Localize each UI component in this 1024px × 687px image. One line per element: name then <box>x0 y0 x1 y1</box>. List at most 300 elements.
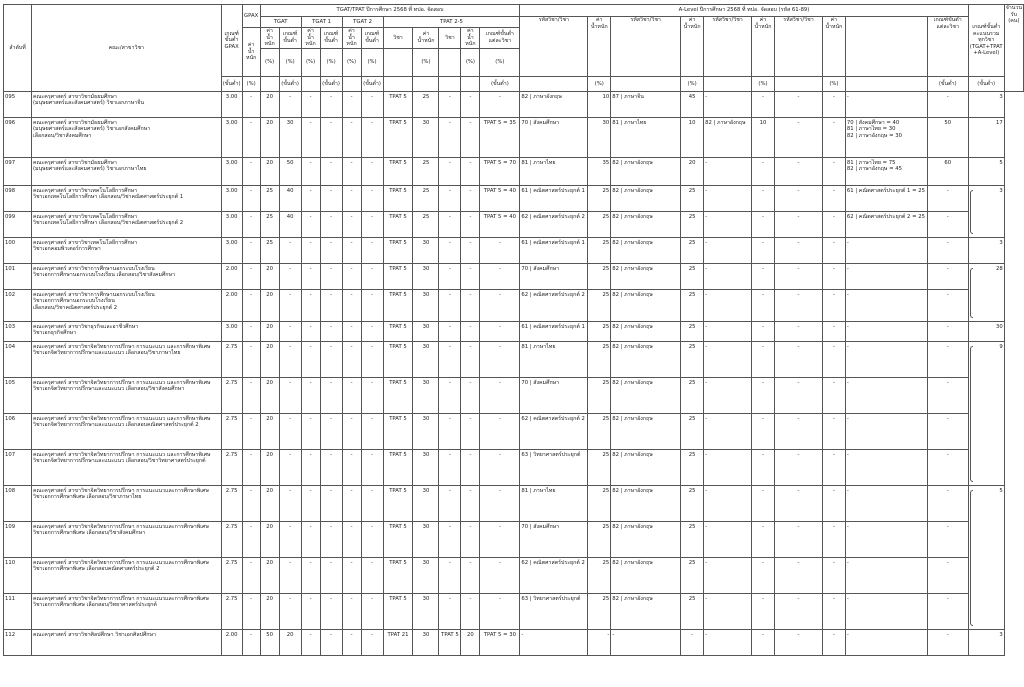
cell-t2m: - <box>361 263 383 289</box>
cell-a1w: 25 <box>588 185 611 211</box>
cell-t2m: - <box>361 521 383 557</box>
cell-tp2w: - <box>461 593 480 629</box>
cell-a4: - <box>775 557 823 593</box>
cell-a2w: 25 <box>681 321 704 341</box>
gpax-weight-cell: - <box>242 237 260 263</box>
cell-t1m: - <box>320 289 342 321</box>
cell-tpmin: TPAT 5 = 70 <box>480 157 520 185</box>
cell-tpmin: - <box>480 289 520 321</box>
gpax-weight-cell: - <box>242 263 260 289</box>
tpat-subject1-header: วิชา <box>383 28 413 49</box>
tgat-w-low <box>260 76 279 91</box>
cell-t1w: - <box>301 521 320 557</box>
cell-a2w: 25 <box>681 185 704 211</box>
cell-total: - <box>927 413 968 449</box>
cell-gpax: 2.75 <box>221 377 242 413</box>
cell-a1w: - <box>588 629 611 655</box>
cell-fac: คณะครุศาสตร์ สาขาวิชาเทคโนโลยีการศึกษา วิชาเอกเทคโนโลยีการศึกษา เลือกสอบ/วิชาคณิตศาสตร์ประยุกต์ 1 <box>31 185 221 211</box>
cell-a2w: 25 <box>681 377 704 413</box>
cell-g-min: 40 <box>279 185 301 211</box>
cell-seats: 5 <box>968 157 1004 185</box>
cell-amin: 70 | สังคมศึกษา = 40 81 | ภาษาไทย = 30 82 | ภาษาอังกฤษ = 30 <box>845 117 927 157</box>
cell-g-min: - <box>279 263 301 289</box>
cell-no: 104 <box>4 341 32 377</box>
cell-tp1: TPAT 5 <box>383 449 413 485</box>
cell-tp2w: - <box>461 321 480 341</box>
cell-tp1: TPAT 5 <box>383 211 413 237</box>
seat-group-cell: 3 <box>968 185 1004 237</box>
tgat2-weight-header: ค่า น้ำหนัก <box>342 28 361 49</box>
cell-tp1w: 30 <box>413 485 439 521</box>
cell-a4: - <box>775 237 823 263</box>
cell-a2w: 25 <box>681 237 704 263</box>
cell-no: 095 <box>4 91 32 117</box>
cell-no: 103 <box>4 321 32 341</box>
seat-group-cell: 5 <box>968 485 1004 629</box>
cell-a2: 82 | ภาษาอังกฤษ <box>611 557 681 593</box>
cell-gpax: 2.75 <box>221 557 242 593</box>
cell-t1w: - <box>301 485 320 521</box>
cell-amin: - <box>845 413 927 449</box>
cell-a3w: - <box>752 263 775 289</box>
cell-t1m: - <box>320 237 342 263</box>
cell-t2m: - <box>361 593 383 629</box>
cell-a2: 82 | ภาษาอังกฤษ <box>611 321 681 341</box>
al-s4-low <box>775 76 823 91</box>
cell-g-w: 20 <box>260 157 279 185</box>
cell-g-w: 25 <box>260 185 279 211</box>
cell-a1w: 25 <box>588 237 611 263</box>
cell-amin: - <box>845 91 927 117</box>
table-row <box>4 593 1024 629</box>
cell-amin: - <box>845 485 927 521</box>
cell-tpmin: TPAT 5 = 40 <box>480 211 520 237</box>
cell-g-min: - <box>279 237 301 263</box>
col-gpax-header: GPAX <box>242 5 260 28</box>
cell-t1w: - <box>301 557 320 593</box>
cell-gpax: 2.00 <box>221 629 242 655</box>
cell-tp2: - <box>439 237 461 263</box>
cell-t1m: - <box>320 521 342 557</box>
tpat-s2-low <box>439 76 461 91</box>
cell-tp1: TPAT 5 <box>383 91 413 117</box>
tgat-min-header: เกณฑ์ ขั้นต่ำ <box>279 28 301 49</box>
cell-total: - <box>927 211 968 237</box>
cell-amin: - <box>845 521 927 557</box>
cell-fac: คณะครุศาสตร์ สาขาวิชาจิตวิทยาการปรึกษา การแนะแนว และการศึกษาพิเศษ วิชาเอกจิตวิทยาการปรึกษาและแนะแนว เลือกสอบ/วิชาภาษาไทย <box>31 341 221 377</box>
table-row <box>4 289 1024 321</box>
tgat2-w-low <box>342 76 361 91</box>
cell-total: - <box>927 485 968 521</box>
cell-a4w: - <box>822 377 845 413</box>
al-blank-low <box>845 76 927 91</box>
cell-a3: - <box>704 263 752 289</box>
cell-amin: - <box>845 237 927 263</box>
cell-t2m: - <box>361 157 383 185</box>
cell-total: 50 <box>927 117 968 157</box>
cell-a3w: - <box>752 321 775 341</box>
gpax-pct-low: (%) <box>242 76 260 91</box>
cell-a2: 82 | ภาษาอังกฤษ <box>611 593 681 629</box>
cell-gpax: 2.00 <box>221 289 242 321</box>
cell-total: - <box>927 321 968 341</box>
cell-fac: คณะครุศาสตร์ สาขาวิชาจิตวิทยาการปรึกษา การแนะแนวและการศึกษาพิเศษ วิชาเอกการศึกษาพิเศษ เลือกสอบ/วิทยาศาสตร์ประยุกต์ <box>31 593 221 629</box>
gpax-weight-cell: - <box>242 449 260 485</box>
tpat-min-label: (ขั้นต่ำ) <box>480 76 520 91</box>
cell-tp2: - <box>439 157 461 185</box>
tgat1-min-label: (ขั้นต่ำ) <box>320 76 342 91</box>
al-w1-pct: (%) <box>588 76 611 91</box>
cell-g-min: 30 <box>279 117 301 157</box>
cell-total: - <box>927 521 968 557</box>
cell-a2: 82 | ภาษาอังกฤษ <box>611 263 681 289</box>
cell-t1w: - <box>301 629 320 655</box>
cell-amin: - <box>845 449 927 485</box>
cell-fac: คณะครุศาสตร์ สาขาวิชาจิตวิทยาการปรึกษา การแนะแนวและการศึกษาพิเศษ วิชาเอกการศึกษาพิเศษ เลือกสอบ/วิชาสังคมศึกษา <box>31 521 221 557</box>
cell-t1m: - <box>320 157 342 185</box>
cell-tp1w: 30 <box>413 413 439 449</box>
table-row <box>4 185 1024 211</box>
cell-seats: 3 <box>968 91 1004 117</box>
cell-a4: - <box>775 211 823 237</box>
cell-a3: 82 | ภาษาอังกฤษ <box>704 117 752 157</box>
cell-tp1w: 30 <box>413 117 439 157</box>
cell-t2w: - <box>342 341 361 377</box>
cell-tp2w: - <box>461 237 480 263</box>
cell-a2: 82 | ภาษาอังกฤษ <box>611 211 681 237</box>
cell-tp2w: - <box>461 341 480 377</box>
cell-t1m: - <box>320 211 342 237</box>
cell-t1w: - <box>301 413 320 449</box>
cell-gpax: 2.75 <box>221 521 242 557</box>
al-subj1-header: รหัสวิชา/วิชา <box>520 17 588 77</box>
cell-t2w: - <box>342 91 361 117</box>
cell-amin: 81 | ภาษาไทย = 75 82 | ภาษาอังกฤษ = 45 <box>845 157 927 185</box>
cell-tp2w: - <box>461 521 480 557</box>
table-row <box>4 321 1024 341</box>
cell-a4w: - <box>822 211 845 237</box>
cell-amin: 61 | คณิตศาสตร์ประยุกต์ 1 = 25 <box>845 185 927 211</box>
cell-t2m: - <box>361 485 383 521</box>
gpax-weight-cell: - <box>242 341 260 377</box>
cell-g-w: 20 <box>260 521 279 557</box>
cell-a3: - <box>704 341 752 377</box>
cell-tpmin: - <box>480 557 520 593</box>
cell-a2w: 25 <box>681 413 704 449</box>
cell-t1w: - <box>301 117 320 157</box>
al-w3-pct: (%) <box>752 76 775 91</box>
tpat-subject2-header: วิชา <box>439 28 461 49</box>
cell-g-min: - <box>279 521 301 557</box>
cell-a4w: - <box>822 413 845 449</box>
cell-a3w: - <box>752 341 775 377</box>
cell-no: 100 <box>4 237 32 263</box>
tgat1-w-low <box>301 76 320 91</box>
cell-t2m: - <box>361 449 383 485</box>
cell-g-w: 20 <box>260 341 279 377</box>
cell-t1w: - <box>301 157 320 185</box>
cell-tp1w: 30 <box>413 629 439 655</box>
cell-a2w: 25 <box>681 289 704 321</box>
cell-a4w: - <box>822 629 845 655</box>
cell-a1: 81 | ภาษาไทย <box>520 485 588 521</box>
cell-a4w: - <box>822 557 845 593</box>
cell-fac: คณะครุศาสตร์ สาขาวิชาศิลปศึกษา วิชาเอกศิลปศึกษา <box>31 629 221 655</box>
tgat-min-pct: (%) <box>279 48 301 76</box>
cell-t2m: - <box>361 557 383 593</box>
cell-total: - <box>927 91 968 117</box>
cell-t1m: - <box>320 413 342 449</box>
total-min-label: (ขั้นต่ำ) <box>968 76 1004 91</box>
tgat2-min-pct: (%) <box>361 48 383 76</box>
al-weight1-header: ค่า น้ำหนัก <box>588 17 611 77</box>
cell-gpax: 2.75 <box>221 593 242 629</box>
cell-t1w: - <box>301 377 320 413</box>
cell-a4: - <box>775 341 823 377</box>
cell-tp2: TPAT 5 <box>439 629 461 655</box>
cell-a1w: 25 <box>588 289 611 321</box>
cell-g-min: - <box>279 593 301 629</box>
cell-t2m: - <box>361 185 383 211</box>
cell-a4: - <box>775 629 823 655</box>
cell-t2w: - <box>342 593 361 629</box>
cell-a3w: - <box>752 185 775 211</box>
cell-tp2w: - <box>461 449 480 485</box>
cell-a4w: - <box>822 91 845 117</box>
table-row <box>4 263 1024 289</box>
cell-g-w: 25 <box>260 211 279 237</box>
cell-tp2w: - <box>461 157 480 185</box>
cell-a2: 82 | ภาษาอังกฤษ <box>611 413 681 449</box>
cell-a1w: 25 <box>588 521 611 557</box>
cell-a3w: - <box>752 289 775 321</box>
al-min-header: เกณฑ์ขั้นต่ำ แต่ละวิชา <box>927 17 968 77</box>
cell-no: 101 <box>4 263 32 289</box>
cell-t1m: - <box>320 91 342 117</box>
cell-g-min: 50 <box>279 157 301 185</box>
cell-gpax: 3.00 <box>221 211 242 237</box>
cell-tp2w: - <box>461 91 480 117</box>
cell-tpmin: - <box>480 413 520 449</box>
cell-seats: 30 <box>968 321 1004 341</box>
seat-group-cell: 28 <box>968 263 1004 321</box>
cell-fac: คณะครุศาสตร์ สาขาวิชามัธยมศึกษา (มนุษยศาสตร์และสังคมศาสตร์) วิชาเอกสังคมศึกษา เลือกสอบ/วิชาสังคมศึกษา <box>31 117 221 157</box>
cell-t1m: - <box>320 485 342 521</box>
cell-t2m: - <box>361 289 383 321</box>
table-row <box>4 341 1024 377</box>
gpax-weight-cell: - <box>242 211 260 237</box>
cell-t2m: - <box>361 211 383 237</box>
cell-a4: - <box>775 521 823 557</box>
cell-a1w: 25 <box>588 341 611 377</box>
cell-tp1: TPAT 5 <box>383 185 413 211</box>
cell-total: - <box>927 557 968 593</box>
cell-a2w: 45 <box>681 91 704 117</box>
cell-t2m: - <box>361 413 383 449</box>
cell-fac: คณะครุศาสตร์ สาขาวิชามัธยมศึกษา (มนุษยศาสตร์และสังคมศาสตร์) วิชาเอกภาษาไทย <box>31 157 221 185</box>
cell-a1w: 10 <box>588 91 611 117</box>
al-weight2-header: ค่า น้ำหนัก <box>681 17 704 77</box>
cell-a3: - <box>704 91 752 117</box>
gpax-weight-cell: - <box>242 157 260 185</box>
cell-amin: - <box>845 557 927 593</box>
cell-a3w: - <box>752 91 775 117</box>
cell-tp1: TPAT 5 <box>383 557 413 593</box>
al-min-label: (ขั้นต่ำ) <box>927 76 968 91</box>
cell-a1: 81 | ภาษาไทย <box>520 341 588 377</box>
cell-g-min: - <box>279 449 301 485</box>
tgat1-header: TGAT 1 <box>301 17 342 28</box>
cell-tp2: - <box>439 485 461 521</box>
cell-a1: 61 | คณิตศาสตร์ประยุกต์ 1 <box>520 185 588 211</box>
al-s1-low <box>520 76 588 91</box>
cell-a4: - <box>775 413 823 449</box>
cell-a4: - <box>775 185 823 211</box>
cell-a3: - <box>704 237 752 263</box>
cell-total: - <box>927 377 968 413</box>
cell-no: 110 <box>4 557 32 593</box>
cell-a1w: 25 <box>588 593 611 629</box>
tgat2-header: TGAT 2 <box>342 17 383 28</box>
cell-fac: คณะครุศาสตร์ สาขาวิชาจิตวิทยาการปรึกษา การแนะแนวและการศึกษาพิเศษ วิชาเอกการศึกษาพิเศษ เลือกสอบคณิตศาสตร์ประยุกต์ 2 <box>31 557 221 593</box>
criteria-table <box>3 4 1024 656</box>
cell-tp1w: 30 <box>413 521 439 557</box>
cell-t1m: - <box>320 377 342 413</box>
cell-amin: - <box>845 377 927 413</box>
cell-t2w: - <box>342 377 361 413</box>
cell-a4: - <box>775 117 823 157</box>
table-row <box>4 117 1024 157</box>
tpat-subj2-blank <box>439 48 461 76</box>
cell-a3: - <box>704 521 752 557</box>
cell-t2m: - <box>361 237 383 263</box>
tgat1-min-header: เกณฑ์ ขั้นต่ำ <box>320 28 342 49</box>
cell-tpmin: - <box>480 321 520 341</box>
cell-a3: - <box>704 289 752 321</box>
cell-t1m: - <box>320 341 342 377</box>
tgat2-min-label: (ขั้นต่ำ) <box>361 76 383 91</box>
cell-seats: 3 <box>968 237 1004 263</box>
cell-a1w: 25 <box>588 211 611 237</box>
cell-t2m: - <box>361 377 383 413</box>
gpax-weight-cell: - <box>242 521 260 557</box>
cell-a4w: - <box>822 449 845 485</box>
cell-a1: 70 | สังคมศึกษา <box>520 521 588 557</box>
cell-seats: 3 <box>968 629 1004 655</box>
cell-gpax: 2.75 <box>221 485 242 521</box>
cell-tp2: - <box>439 413 461 449</box>
cell-no: 108 <box>4 485 32 521</box>
cell-a1: 63 | วิทยาศาสตร์ประยุกต์ <box>520 449 588 485</box>
tpat-w2-pct: (%) <box>461 48 480 76</box>
cell-gpax: 3.00 <box>221 321 242 341</box>
cell-tp1w: 25 <box>413 185 439 211</box>
gpax-weight-cell: - <box>242 185 260 211</box>
cell-a3: - <box>704 557 752 593</box>
cell-t1w: - <box>301 321 320 341</box>
cell-total: 60 <box>927 157 968 185</box>
cell-tpmin: TPAT 5 = 30 <box>480 629 520 655</box>
cell-a4w: - <box>822 485 845 521</box>
cell-tp1: TPAT 5 <box>383 341 413 377</box>
cell-a2: 82 | ภาษาอังกฤษ <box>611 341 681 377</box>
cell-t1w: - <box>301 237 320 263</box>
cell-t2w: - <box>342 321 361 341</box>
table-row <box>4 629 1024 655</box>
cell-a2w: 20 <box>681 157 704 185</box>
cell-total: - <box>927 593 968 629</box>
gpax-weight-cell: - <box>242 321 260 341</box>
cell-g-w: 20 <box>260 289 279 321</box>
cell-a4w: - <box>822 157 845 185</box>
cell-a1w: 25 <box>588 413 611 449</box>
al-subj3-header: รหัสวิชา/วิชา <box>704 17 752 77</box>
cell-tpmin: - <box>480 593 520 629</box>
al-w2-pct: (%) <box>681 76 704 91</box>
cell-no: 112 <box>4 629 32 655</box>
cell-g-w: 20 <box>260 413 279 449</box>
cell-tp2: - <box>439 557 461 593</box>
cell-tpmin: - <box>480 91 520 117</box>
cell-g-w: 20 <box>260 117 279 157</box>
cell-g-min: - <box>279 413 301 449</box>
cell-a1w: 25 <box>588 263 611 289</box>
cell-t1m: - <box>320 449 342 485</box>
cell-a4: - <box>775 485 823 521</box>
cell-tp1: TPAT 5 <box>383 289 413 321</box>
al-s3-low <box>704 76 752 91</box>
cell-no: 109 <box>4 521 32 557</box>
cell-a2w: 25 <box>681 593 704 629</box>
cell-tpmin: - <box>480 263 520 289</box>
cell-t1m: - <box>320 629 342 655</box>
tpat-subj1-blank <box>383 48 413 76</box>
cell-a2: 82 | ภาษาอังกฤษ <box>611 377 681 413</box>
cell-g-w: 25 <box>260 237 279 263</box>
cell-tp2: - <box>439 117 461 157</box>
cell-g-min: - <box>279 289 301 321</box>
cell-tp2: - <box>439 377 461 413</box>
tgat-min-label: (ขั้นต่ำ) <box>279 76 301 91</box>
tgat2-min-header: เกณฑ์ ขั้นต่ำ <box>361 28 383 49</box>
cell-a1: 70 | สังคมศึกษา <box>520 263 588 289</box>
cell-tp1: TPAT 5 <box>383 321 413 341</box>
cell-a4w: - <box>822 521 845 557</box>
cell-a2w: - <box>681 629 704 655</box>
cell-total: - <box>927 237 968 263</box>
cell-a2: - <box>611 629 681 655</box>
gpax-weight-cell: - <box>242 117 260 157</box>
al-w4-pct: (%) <box>822 76 845 91</box>
cell-g-w: 50 <box>260 629 279 655</box>
cell-tpmin: - <box>480 237 520 263</box>
cell-a3w: - <box>752 377 775 413</box>
cell-a2: 82 | ภาษาอังกฤษ <box>611 185 681 211</box>
cell-a1w: 25 <box>588 321 611 341</box>
cell-t1m: - <box>320 593 342 629</box>
gpax-weight-cell: - <box>242 377 260 413</box>
cell-a3w: - <box>752 157 775 185</box>
cell-g-min: - <box>279 485 301 521</box>
cell-gpax: 3.00 <box>221 117 242 157</box>
cell-a4w: - <box>822 263 845 289</box>
cell-t2w: - <box>342 289 361 321</box>
tpat-w2-low <box>461 76 480 91</box>
cell-tpmin: TPAT 5 = 35 <box>480 117 520 157</box>
cell-t2w: - <box>342 521 361 557</box>
cell-a4w: - <box>822 593 845 629</box>
cell-g-min: - <box>279 377 301 413</box>
